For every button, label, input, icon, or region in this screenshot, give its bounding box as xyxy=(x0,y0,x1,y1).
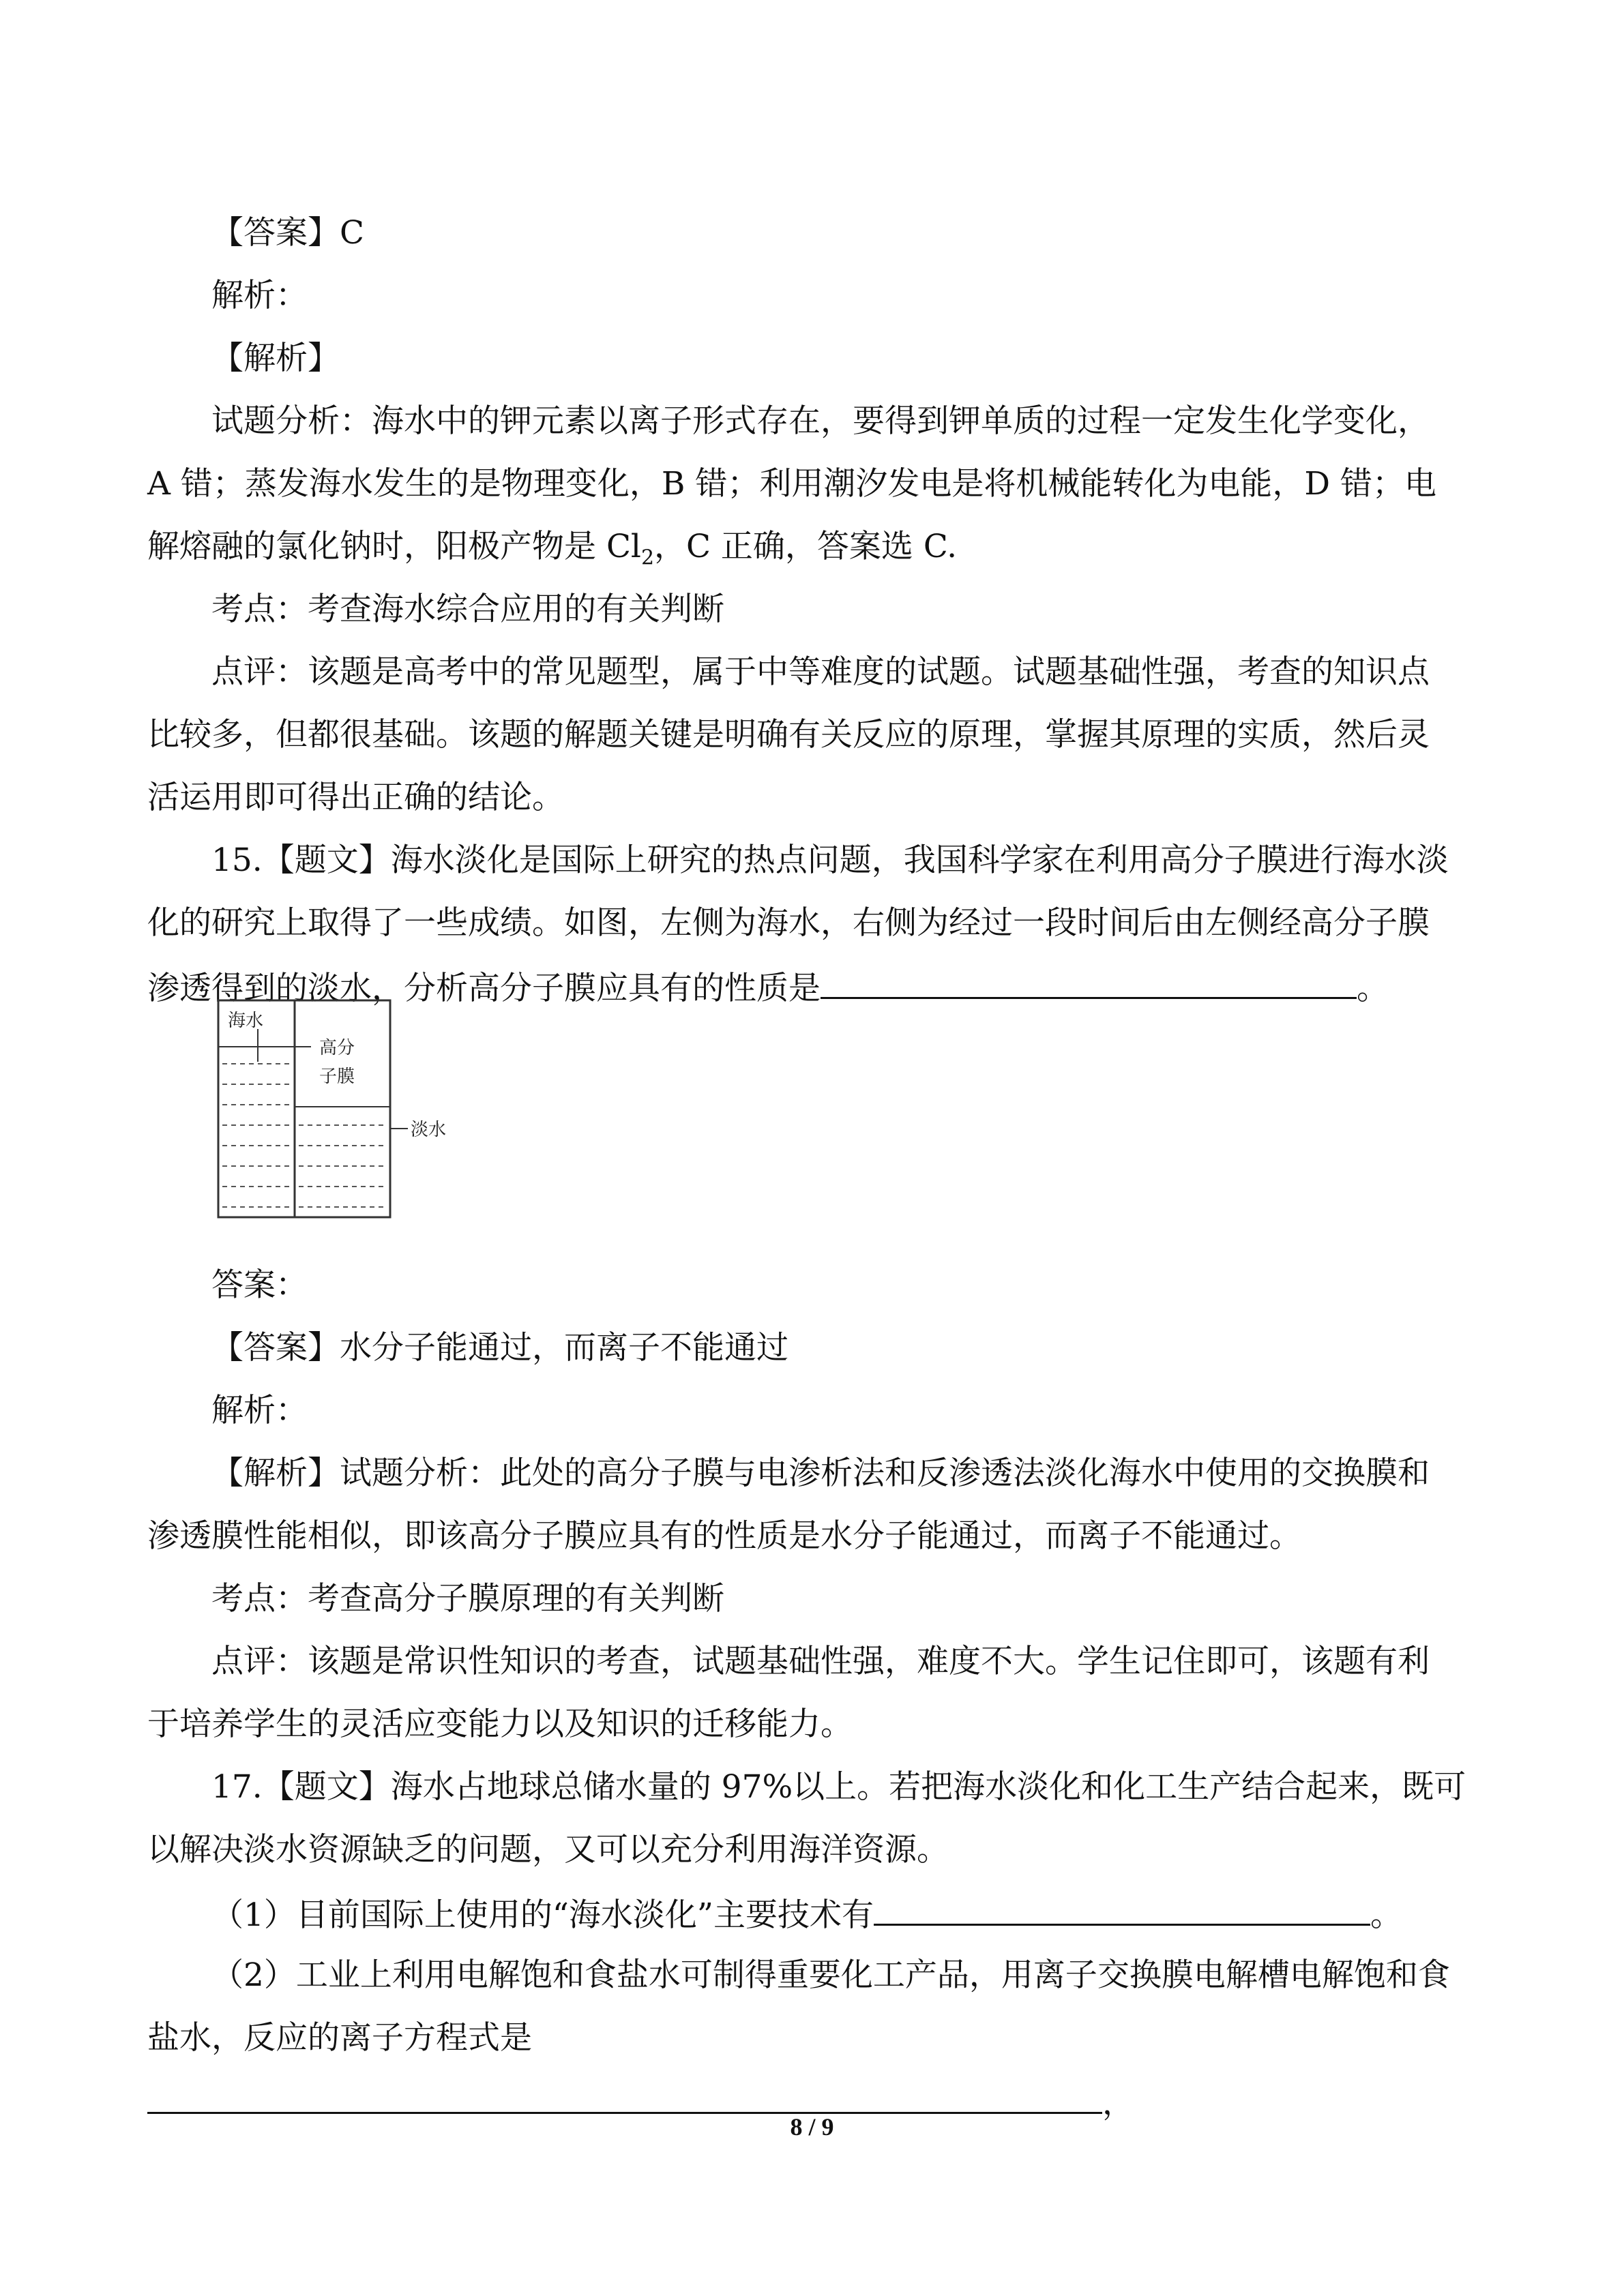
label-membrane-1: 高分 xyxy=(319,1038,355,1058)
page-number: 8 / 9 xyxy=(790,2113,834,2141)
analysis-heading-15: 解析： xyxy=(211,1392,308,1429)
question-17-line-2: 以解决淡水资源缺乏的问题，又可以充分利用海洋资源。 xyxy=(147,1831,949,1868)
answer-blank-17-2 xyxy=(147,2081,1102,2114)
label-freshwater: 淡水 xyxy=(411,1120,447,1140)
comment-15-line-2: 于培养学生的灵活应变能力以及知识的迁移能力。 xyxy=(147,1705,853,1743)
analysis-tag-14: 【解析】 xyxy=(211,340,340,377)
comment-line-3: 活运用即可得出正确的结论。 xyxy=(147,779,564,816)
question-15-line-3: 渗透得到的淡水，分析高分子膜应具有的性质是 。 xyxy=(147,966,1389,1009)
analysis-15-line-2: 渗透膜性能相似，即该高分子膜应具有的性质是水分子能通过，而离子不能通过。 xyxy=(147,1517,1301,1555)
analysis-text-line-1: 试题分析：海水中的钾元素以离子形式存在，要得到钾单质的过程一定发生化学变化， xyxy=(211,402,1430,440)
membrane-diagram xyxy=(217,999,468,1224)
comment-15-line-1: 点评：该题是常识性知识的考查，试题基础性强，难度不大。学生记住即可，该题有利 xyxy=(211,1643,1430,1680)
question-17-part-1: （1）目前国际上使用的“海水淡化”主要技术有 。 xyxy=(211,1892,1402,1936)
question-15-line-1: 15.【题文】海水淡化是国际上研究的热点问题，我国科学家在利用高分子膜进行海水淡 xyxy=(211,841,1449,879)
question-17-part-2-line-2: 盐水，反应的离子方程式是 xyxy=(147,2019,532,2057)
question-15-line-2: 化的研究上取得了一些成绩。如图，左侧为海水，右侧为经过一段时间后由左侧经高分子膜 xyxy=(147,904,1430,942)
question-17-part-2-line-1: （2）工业上利用电解饱和食盐水可制得重要化工产品，用离子交换膜电解槽电解饱和食 xyxy=(211,1956,1450,1994)
analysis-text-line-2: A 错；蒸发海水发生的是物理变化，B 错；利用潮汐发电是将机械能转化为电能，D 错；电 xyxy=(147,465,1436,503)
label-membrane-2: 子膜 xyxy=(319,1067,355,1087)
analysis-15-line-1: 【解析】试题分析：此处的高分子膜与电渗析法和反渗透法淡化海水中使用的交换膜和 xyxy=(211,1455,1430,1492)
answer-heading-15: 答案： xyxy=(211,1266,308,1304)
answer-line-15: 【答案】水分子能通过，而离子不能通过 xyxy=(211,1329,788,1367)
answer-line-14: 【答案】C xyxy=(211,214,364,252)
question-17-line-1: 17.【题文】海水占地球总储水量的 97%以上。若把海水淡化和化工生产结合起来，既可 xyxy=(211,1768,1466,1806)
keypoint-line-14: 考点：考查海水综合应用的有关判断 xyxy=(211,591,724,628)
keypoint-line-15: 考点：考查高分子膜原理的有关判断 xyxy=(211,1580,724,1617)
label-seawater: 海水 xyxy=(228,1011,264,1031)
answer-blank-15 xyxy=(821,966,1357,999)
answer-blank-17-1 xyxy=(874,1892,1370,1926)
analysis-heading-14: 解析： xyxy=(211,277,308,314)
comment-line-2: 比较多，但都很基础。该题的解题关键是明确有关反应的原理，掌握其原理的实质，然后灵 xyxy=(147,716,1430,754)
analysis-text-line-3: 解熔融的氯化钠时，阳极产物是 $Cl_2$，C 正确，答案选 C. xyxy=(147,528,958,570)
question-17-part-2-blank-line: ， xyxy=(147,2081,1134,2124)
comment-line-1: 点评：该题是高考中的常见题型，属于中等难度的试题。试题基础性强，考查的知识点 xyxy=(211,653,1430,691)
